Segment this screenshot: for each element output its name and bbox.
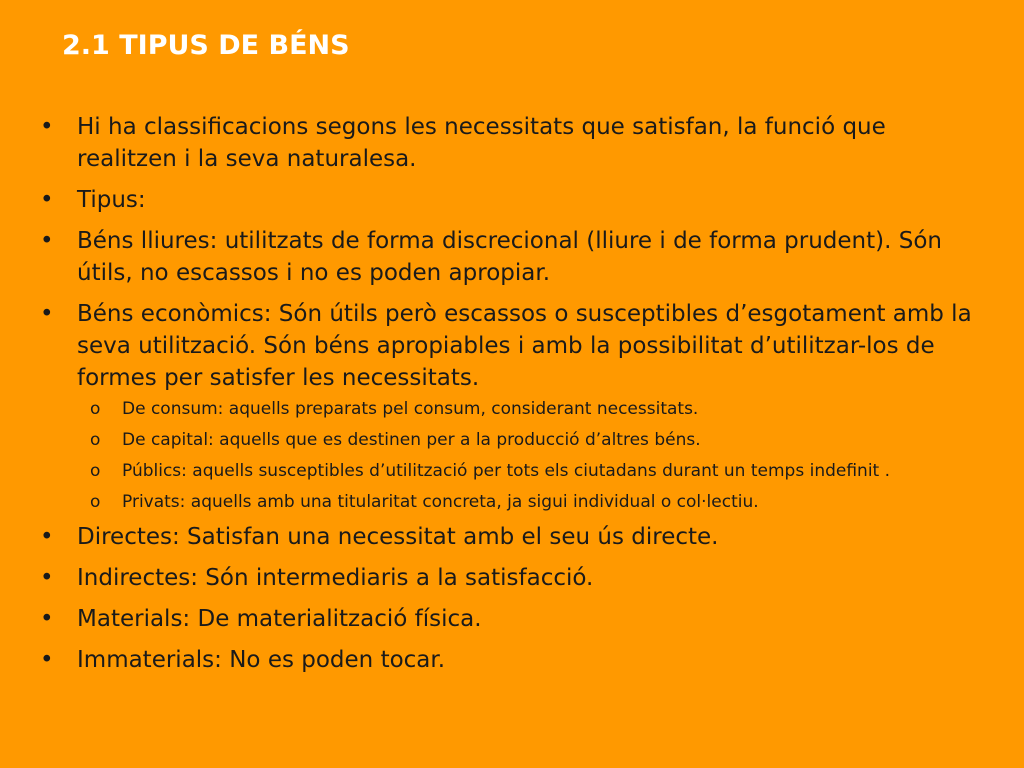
sub-bullet-marker: o bbox=[90, 430, 101, 450]
bullet-text: Immaterials: No es poden tocar. bbox=[77, 647, 446, 673]
bullet-item bbox=[36, 603, 986, 635]
slide-content bbox=[36, 111, 986, 685]
bullet-list bbox=[36, 111, 986, 676]
bullet-marker: • bbox=[40, 606, 54, 632]
sub-bullet-text: Privats: aquells amb una titularitat concreta, ja sigui individual o col·lectiu. bbox=[122, 492, 759, 512]
bullet-marker: • bbox=[40, 187, 54, 213]
bullet-item bbox=[36, 111, 986, 175]
bullet-item bbox=[36, 644, 986, 676]
sub-bullet-text: Públics: aquells susceptibles d’utilització per tots els ciutadans durant un temps indefinit . bbox=[122, 461, 891, 481]
bullet-marker: • bbox=[40, 647, 54, 673]
bullet-marker: • bbox=[40, 114, 54, 140]
bullet-text: Béns lliures: utilitzats de forma discrecional (lliure i de forma prudent). Són útils, no escassos i no es poden apropiar. bbox=[77, 228, 942, 286]
sub-bullet-item bbox=[36, 397, 986, 422]
slide-title: 2.1 TIPUS DE BÉNS bbox=[62, 30, 350, 61]
sub-bullet-text: De consum: aquells preparats pel consum, considerant necessitats. bbox=[122, 399, 699, 419]
sub-bullet-item bbox=[36, 490, 986, 515]
bullet-item bbox=[36, 562, 986, 594]
bullet-marker: • bbox=[40, 565, 54, 591]
bullet-item bbox=[36, 225, 986, 289]
sub-bullet-marker: o bbox=[90, 492, 101, 512]
sub-bullet-text: De capital: aquells que es destinen per a la producció d’altres béns. bbox=[122, 430, 701, 450]
bullet-text: Materials: De materialització física. bbox=[77, 606, 482, 632]
bullet-text: Indirectes: Són intermediaris a la satisfacció. bbox=[77, 565, 594, 591]
bullet-item bbox=[36, 298, 986, 515]
bullet-text: Directes: Satisfan una necessitat amb el seu ús directe. bbox=[77, 524, 719, 550]
bullet-item bbox=[36, 521, 986, 553]
sub-bullet-marker: o bbox=[90, 461, 101, 481]
bullet-marker: • bbox=[40, 301, 54, 327]
bullet-marker: • bbox=[40, 228, 54, 254]
bullet-text: Hi ha classificacions segons les necessitats que satisfan, la funció que realitzen i la seva naturalesa. bbox=[77, 114, 886, 172]
sub-bullet-list bbox=[36, 397, 986, 515]
bullet-text: Tipus: bbox=[77, 187, 146, 213]
sub-bullet-item bbox=[36, 459, 986, 484]
sub-bullet-item bbox=[36, 428, 986, 453]
bullet-text: Béns econòmics: Són útils però escassos o susceptibles d’esgotament amb la seva utilització. Són béns apropiables i amb la possibilitat d’utilitzar-los de formes per satisfer les necessitats. bbox=[77, 301, 972, 391]
sub-bullet-marker: o bbox=[90, 399, 101, 419]
bullet-marker: • bbox=[40, 524, 54, 550]
bullet-item bbox=[36, 184, 986, 216]
